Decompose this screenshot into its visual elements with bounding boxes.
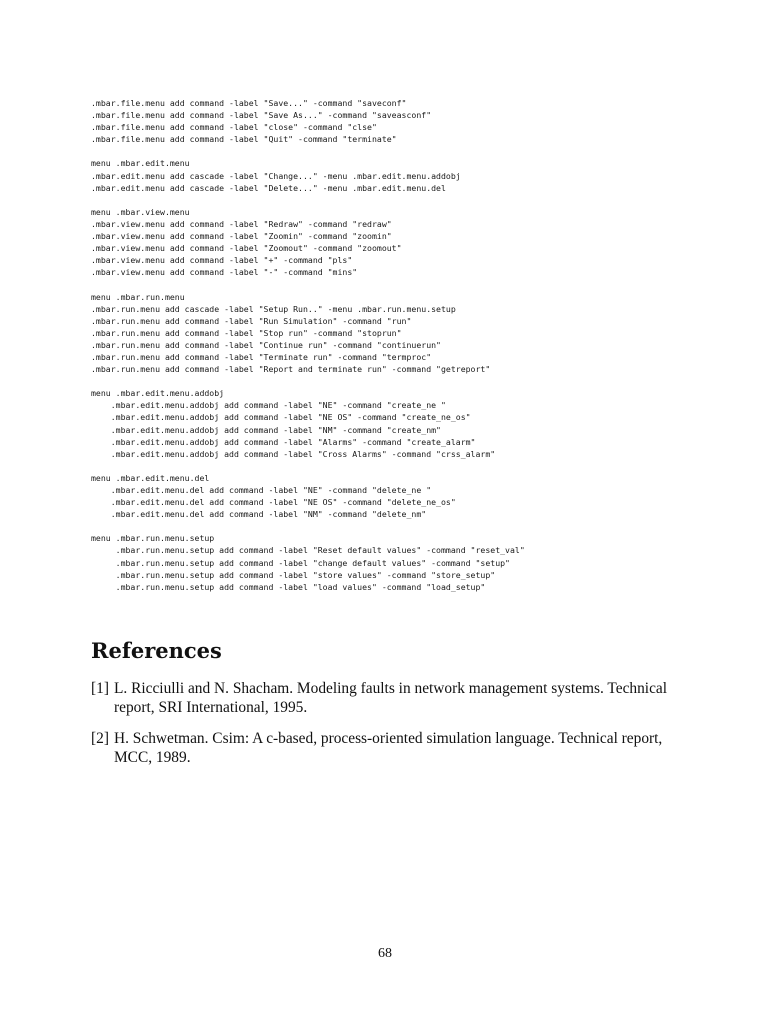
- code-line: menu .mbar.edit.menu: [91, 158, 190, 169]
- references-list: [91, 679, 683, 779]
- code-line: .mbar.edit.menu.addobj add command -label "Alarms" -command "create_alarm": [91, 436, 476, 447]
- reference-item: [91, 729, 683, 767]
- code-line: [91, 460, 731, 472]
- code-line: .mbar.view.menu add command -label "-" -command "mins": [91, 267, 358, 278]
- code-line: .mbar.view.menu add command -label "Redraw" -command "redraw": [91, 218, 392, 229]
- code-listing: [91, 97, 731, 593]
- code-line: .mbar.run.menu add command -label "Stop run" -command "stoprun": [91, 327, 402, 338]
- page-number: 68: [378, 946, 392, 961]
- code-line: .mbar.run.menu add command -label "Terminate run" -command "termproc": [91, 351, 432, 362]
- code-line: .mbar.run.menu.setup add command -label "load values" -command "load_setup": [91, 581, 486, 592]
- reference-text: H. Schwetman. Csim: A c-based, process-oriented simulation language. Technical report, MCC, 1989.: [114, 730, 663, 766]
- code-line: .mbar.run.menu add cascade -label "Setup Run.." -menu .mbar.run.menu.setup: [91, 303, 456, 314]
- code-line: [91, 145, 731, 157]
- code-line: .mbar.edit.menu.addobj add command -label "Cross Alarms" -command "crss_alarm": [91, 448, 496, 459]
- code-line: .mbar.run.menu add command -label "Report and terminate run" -command "getreport": [91, 364, 491, 375]
- code-line: [91, 278, 731, 290]
- code-line: menu .mbar.view.menu: [91, 206, 190, 217]
- code-line: .mbar.run.menu.setup add command -label "change default values" -command "setup": [91, 557, 510, 568]
- reference-number: [1]: [91, 680, 109, 697]
- code-line: .mbar.view.menu add command -label "Zoomout" -command "zoomout": [91, 243, 402, 254]
- code-line: .mbar.edit.menu.del add command -label "NE OS" -command "delete_ne_os": [91, 497, 456, 508]
- reference-item: [91, 679, 683, 717]
- code-line: .mbar.edit.menu add cascade -label "Change..." -menu .mbar.edit.menu.addobj: [91, 170, 461, 181]
- code-line: .mbar.edit.menu add cascade -label "Delete..." -menu .mbar.edit.menu.del: [91, 182, 446, 193]
- code-line: .mbar.edit.menu.del add command -label "NM" -command "delete_nm": [91, 509, 427, 520]
- code-line: .mbar.run.menu.setup add command -label "store values" -command "store_setup": [91, 569, 496, 580]
- code-line: .mbar.run.menu add command -label "Continue run" -command "continuerun": [91, 339, 441, 350]
- code-line: .mbar.file.menu add command -label "Quit" -command "terminate": [91, 134, 397, 145]
- code-line: menu .mbar.run.menu.setup: [91, 533, 215, 544]
- code-line: .mbar.file.menu add command -label "Save As..." -command "saveasconf": [91, 110, 432, 121]
- code-line: .mbar.edit.menu.addobj add command -label "NM" -command "create_nm": [91, 424, 441, 435]
- code-line: .mbar.view.menu add command -label "+" -command "pls": [91, 255, 353, 266]
- reference-text: L. Ricciulli and N. Shacham. Modeling faults in network management systems. Technical report, SRI International, 1995.: [114, 680, 668, 716]
- references-heading: References: [91, 638, 222, 663]
- code-line: .mbar.view.menu add command -label "Zoomin" -command "zoomin": [91, 231, 392, 242]
- code-line: [91, 375, 731, 387]
- code-line: .mbar.run.menu add command -label "Run Simulation" -command "run": [91, 315, 412, 326]
- code-line: .mbar.run.menu.setup add command -label "Reset default values" -command "reset_val": [91, 545, 525, 556]
- reference-number: [2]: [91, 730, 109, 747]
- code-line: .mbar.edit.menu.addobj add command -label "NE OS" -command "create_ne_os": [91, 412, 471, 423]
- code-line: .mbar.file.menu add command -label "close" -command "clse": [91, 122, 377, 133]
- code-line: menu .mbar.run.menu: [91, 291, 185, 302]
- code-line: .mbar.edit.menu.addobj add command -label "NE" -command "create_ne ": [91, 400, 446, 411]
- code-line: menu .mbar.edit.menu.del: [91, 472, 210, 483]
- code-line: .mbar.edit.menu.del add command -label "NE" -command "delete_ne ": [91, 485, 432, 495]
- code-line: menu .mbar.edit.menu.addobj: [91, 388, 225, 399]
- code-line: [91, 194, 731, 206]
- code-line: .mbar.file.menu add command -label "Save..." -command "saveconf": [91, 98, 407, 108]
- code-line: [91, 520, 731, 532]
